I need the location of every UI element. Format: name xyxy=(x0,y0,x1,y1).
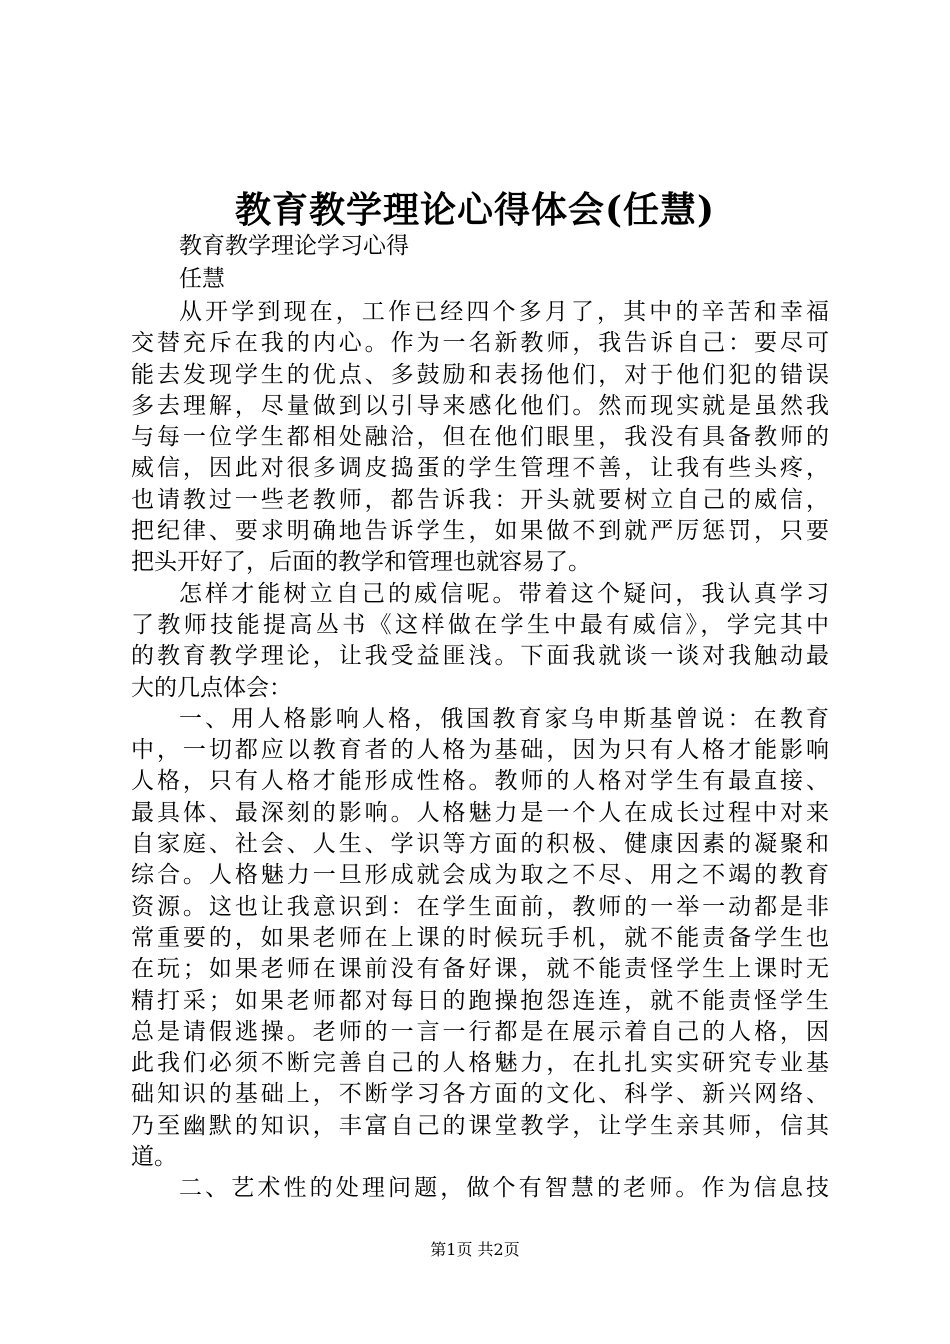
body-text-line: 也请教过一些老教师，都告诉我：开头就要树立自己的威信， xyxy=(131,486,829,513)
body-text-line: 把纪律、要求明确地告诉学生，如果做不到就严厉惩罚，只要 xyxy=(131,518,829,545)
body-text-line: 最具体、最深刻的影响。人格魅力是一个人在成长过程中对来 xyxy=(131,799,829,826)
page-number-footer: 第1页 共2页 xyxy=(430,1240,520,1259)
document-author: 任慧 xyxy=(179,266,225,292)
body-text-line: 自家庭、社会、人生、学识等方面的积极、健康因素的凝聚和 xyxy=(131,831,829,858)
document-title: 教育教学理论心得体会(任慧) xyxy=(234,189,716,231)
body-text-line: 中，一切都应以教育者的人格为基础，因为只有人格才能影响 xyxy=(131,737,829,764)
body-text-line: 大的几点体会： xyxy=(131,674,292,701)
body-text-line: 交替充斥在我的内心。作为一名新教师，我告诉自己：要尽可 xyxy=(131,330,829,357)
body-text-line: 能去发现学生的优点、多鼓励和表扬他们，对于他们犯的错误 xyxy=(131,361,829,388)
document-subtitle: 教育教学理论学习心得 xyxy=(179,233,409,259)
paragraph-lines xyxy=(131,297,829,1205)
body-text-line: 总是请假逃操。老师的一言一行都是在展示着自己的人格，因 xyxy=(131,1018,829,1045)
body-text-line: 综合。人格魅力一旦形成就会成为取之不尽、用之不竭的教育 xyxy=(131,862,829,889)
body-text-line: 一、用人格影响人格，俄国教育家乌申斯基曾说：在教育 xyxy=(179,705,829,732)
body-text-line: 常重要的，如果老师在上课的时候玩手机，就不能责备学生也 xyxy=(131,924,829,951)
body-text-line: 道。 xyxy=(131,1144,177,1171)
body-text-line: 与每一位学生都相处融洽，但在他们眼里，我没有具备教师的 xyxy=(131,424,829,451)
document-body xyxy=(131,208,829,1205)
body-text-line: 把头开好了，后面的教学和管理也就容易了。 xyxy=(131,549,591,576)
body-text-line: 此我们必须不断完善自己的人格魅力，在扎扎实实研究专业基 xyxy=(131,1050,829,1077)
body-text-line: 怎样才能树立自己的威信呢。带着这个疑问，我认真学习 xyxy=(179,580,829,607)
body-text-line: 资源。这也让我意识到：在学生面前，教师的一举一动都是非 xyxy=(131,893,829,920)
body-text-line: 乃至幽默的知识，丰富自己的课堂教学，让学生亲其师，信其 xyxy=(131,1112,829,1139)
body-text-line: 了教师技能提高丛书《这样做在学生中最有威信》，学完其中 xyxy=(131,611,829,638)
body-text-line: 威信，因此对很多调皮捣蛋的学生管理不善，让我有些头疼， xyxy=(131,455,829,482)
body-text-line: 多去理解，尽量做到以引导来感化他们。然而现实就是虽然我 xyxy=(131,392,829,419)
body-text-line: 的教育教学理论，让我受益匪浅。下面我就谈一谈对我触动最 xyxy=(131,643,829,670)
body-text-line: 人格，只有人格才能形成性格。教师的人格对学生有最直接、 xyxy=(131,768,829,795)
body-text-line: 础知识的基础上，不断学习各方面的文化、科学、新兴网络、 xyxy=(131,1081,829,1108)
body-text-line: 从开学到现在，工作已经四个多月了，其中的辛苦和幸福 xyxy=(179,299,829,325)
body-text-line: 二、艺术性的处理问题，做个有智慧的老师。作为信息技 xyxy=(179,1175,829,1202)
body-text-line: 精打采；如果老师都对每日的跑操抱怨连连，就不能责怪学生 xyxy=(131,987,829,1014)
body-text-line: 在玩；如果老师在课前没有备好课，就不能责怪学生上课时无 xyxy=(131,956,829,983)
